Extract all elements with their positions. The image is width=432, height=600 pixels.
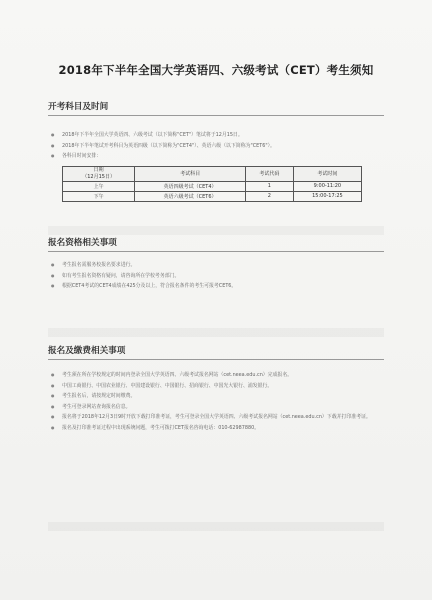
document-title: 2018年下半年全国大学英语四、六级考试（CET）考生须知: [58, 63, 374, 77]
date-value: （12月15日）: [82, 173, 115, 180]
table-header-date: [63, 166, 135, 181]
table-cell-code: 2: [245, 191, 293, 201]
table-header-time: 考试时间: [293, 166, 361, 181]
list-item: ● 如有考生报名资格有疑问，请咨询所在学校考务部门。: [48, 271, 384, 282]
scan-band: [48, 328, 384, 337]
table-cell-code: 1: [245, 181, 293, 191]
list-item: ● 考生须在所在学校规定的时间内登录全国大学英语四、六级考试报名网站（cet.neea.edu.cn）完成报名。: [48, 370, 384, 381]
table-row: [63, 181, 362, 191]
table-header-code: 考试代码: [245, 166, 293, 181]
list-item: ● 根据CET4考试的CET4成绩在425分及以上，符合报名条件的考生可报考CET6。: [48, 281, 384, 292]
list-item: ● 2018年下半年笔试开考科目为英语四级（以下简称为"CET4"）、英语六级（以下简称为"CET6"）。: [48, 141, 384, 152]
list-item: ● 2018年下半年全国大学英语四、六级考试（以下简称"CET"）笔试将于12月15日。: [48, 130, 384, 141]
section-registration-payment: [48, 344, 384, 433]
table-cell-time: 15:00-17:25: [293, 191, 361, 201]
list-item: ● 报名将于2018年12月3日9时开放下载打印准考证，考生可登录全国大学英语四、六级考试报名网站（cet.neea.edu.cn）下载并打印准考证。: [48, 412, 384, 423]
exam-schedule-table: [62, 166, 362, 202]
scan-band: [48, 522, 384, 531]
section-item-list: [48, 260, 384, 292]
date-label: 日期: [93, 166, 104, 173]
section-item-list: [48, 370, 384, 433]
list-item: ● 考生报名需服务校报名要求进行。: [48, 260, 384, 271]
table-cell-subject: 英语四级考试（CET4）: [135, 181, 246, 191]
table-header-row: [63, 166, 362, 181]
table-cell-period: 上午: [63, 181, 135, 191]
list-item: ● 报名及打印准考证过程中出现系统问题，考生可拨打CET报名咨询电话：010-62987880。: [48, 423, 384, 434]
list-item: ● 各科目时间安排：: [48, 151, 384, 162]
section-heading: 报名资格相关事项: [48, 236, 384, 252]
section-item-list: [48, 130, 384, 162]
list-item: ● 中国工商银行、中国农业银行、中国建设银行、中国银行、招商银行、中国光大银行、浦发银行。: [48, 381, 384, 392]
table-row: [63, 191, 362, 201]
section-exam-schedule: [48, 100, 384, 202]
table-cell-subject: 英语六级考试（CET6）: [135, 191, 246, 201]
table-cell-time: 9:00-11:20: [293, 181, 361, 191]
section-heading: 开考科目及时间: [48, 100, 384, 116]
table-cell-period: 下午: [63, 191, 135, 201]
list-item: ● 考生可登录网站查询报名信息。: [48, 402, 384, 413]
list-item: ● 考生报名后，请按规定时间缴费。: [48, 391, 384, 402]
section-eligibility: [48, 236, 384, 292]
scan-band: [48, 226, 384, 235]
table-header-subject: 考试科目: [135, 166, 246, 181]
section-heading: 报名及缴费相关事项: [48, 344, 384, 360]
